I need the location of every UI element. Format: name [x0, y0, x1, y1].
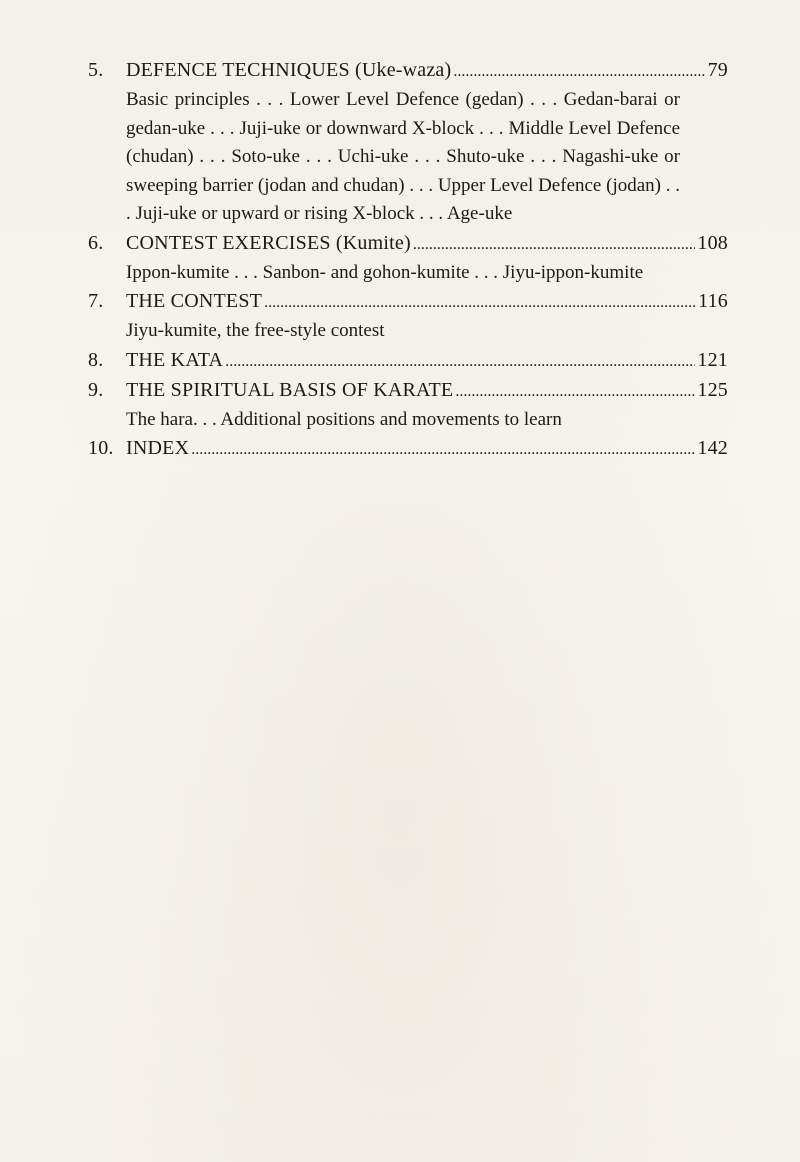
page-number: 142: [697, 437, 728, 459]
chapter-title: THE CONTEST: [126, 290, 263, 312]
toc-entry: [88, 287, 728, 346]
dot-leader: [264, 289, 696, 317]
dot-leader: [225, 348, 695, 376]
chapter-number: 7.: [88, 290, 104, 312]
chapter-summary: The hara. . . Additional positions and movements to learn: [126, 408, 562, 430]
toc-entry: [88, 56, 728, 229]
page-number: 79: [707, 59, 728, 81]
toc-entry: [88, 346, 728, 376]
dot-leader: [413, 231, 696, 259]
toc-entry-heading: [88, 346, 728, 376]
chapter-title: DEFENCE TECHNIQUES (Uke-waza): [126, 59, 452, 81]
chapter-number: 6.: [88, 231, 104, 254]
toc-entry: [88, 376, 728, 435]
toc-entry-heading: [88, 56, 728, 86]
toc-entry: [88, 229, 728, 288]
page-number: 116: [698, 290, 728, 312]
chapter-summary: Basic principles . . . Lower Level Defence (gedan) . . . Gedan-barai or gedan-uke . . . Juji-uke or downward X-block . . . Middle Level Defence (chudan) . . . Soto-uke . . . Uchi-uke . . . Shuto-uke . . . Nagashi-uke or sweeping barrier (jodan and chudan) . . . Upper Level Defence (jodan) . . . Juji-uke or upward or rising X-block . . . Age-uke: [126, 89, 680, 224]
page-number: 121: [697, 348, 728, 371]
chapter-title: THE SPIRITUAL BASIS OF KARATE: [126, 378, 454, 401]
dot-leader: [191, 436, 695, 464]
page-number: 125: [697, 378, 728, 401]
dot-leader: [455, 378, 695, 406]
toc-entry-heading: [88, 434, 728, 464]
toc-entry-heading: [88, 376, 728, 406]
chapter-number: 10.: [88, 437, 114, 459]
chapter-summary: Ippon-kumite . . . Sanbon- and gohon-kumite . . . Jiyu-ippon-kumite: [126, 261, 644, 283]
chapter-title: CONTEST EXERCISES (Kumite): [126, 231, 411, 254]
page-number: 108: [697, 231, 728, 254]
chapter-number: 9.: [88, 378, 104, 401]
chapter-number: 5.: [88, 59, 104, 81]
chapter-title: THE KATA: [126, 348, 224, 371]
chapter-title: INDEX: [126, 437, 190, 459]
toc-entry: [88, 434, 728, 464]
toc-entry-heading: [88, 229, 728, 259]
dot-leader: [453, 58, 705, 86]
table-of-contents: [88, 56, 728, 464]
chapter-summary: Jiyu-kumite, the free-style contest: [126, 320, 385, 341]
toc-entry-heading: [88, 287, 728, 317]
chapter-number: 8.: [88, 348, 104, 371]
